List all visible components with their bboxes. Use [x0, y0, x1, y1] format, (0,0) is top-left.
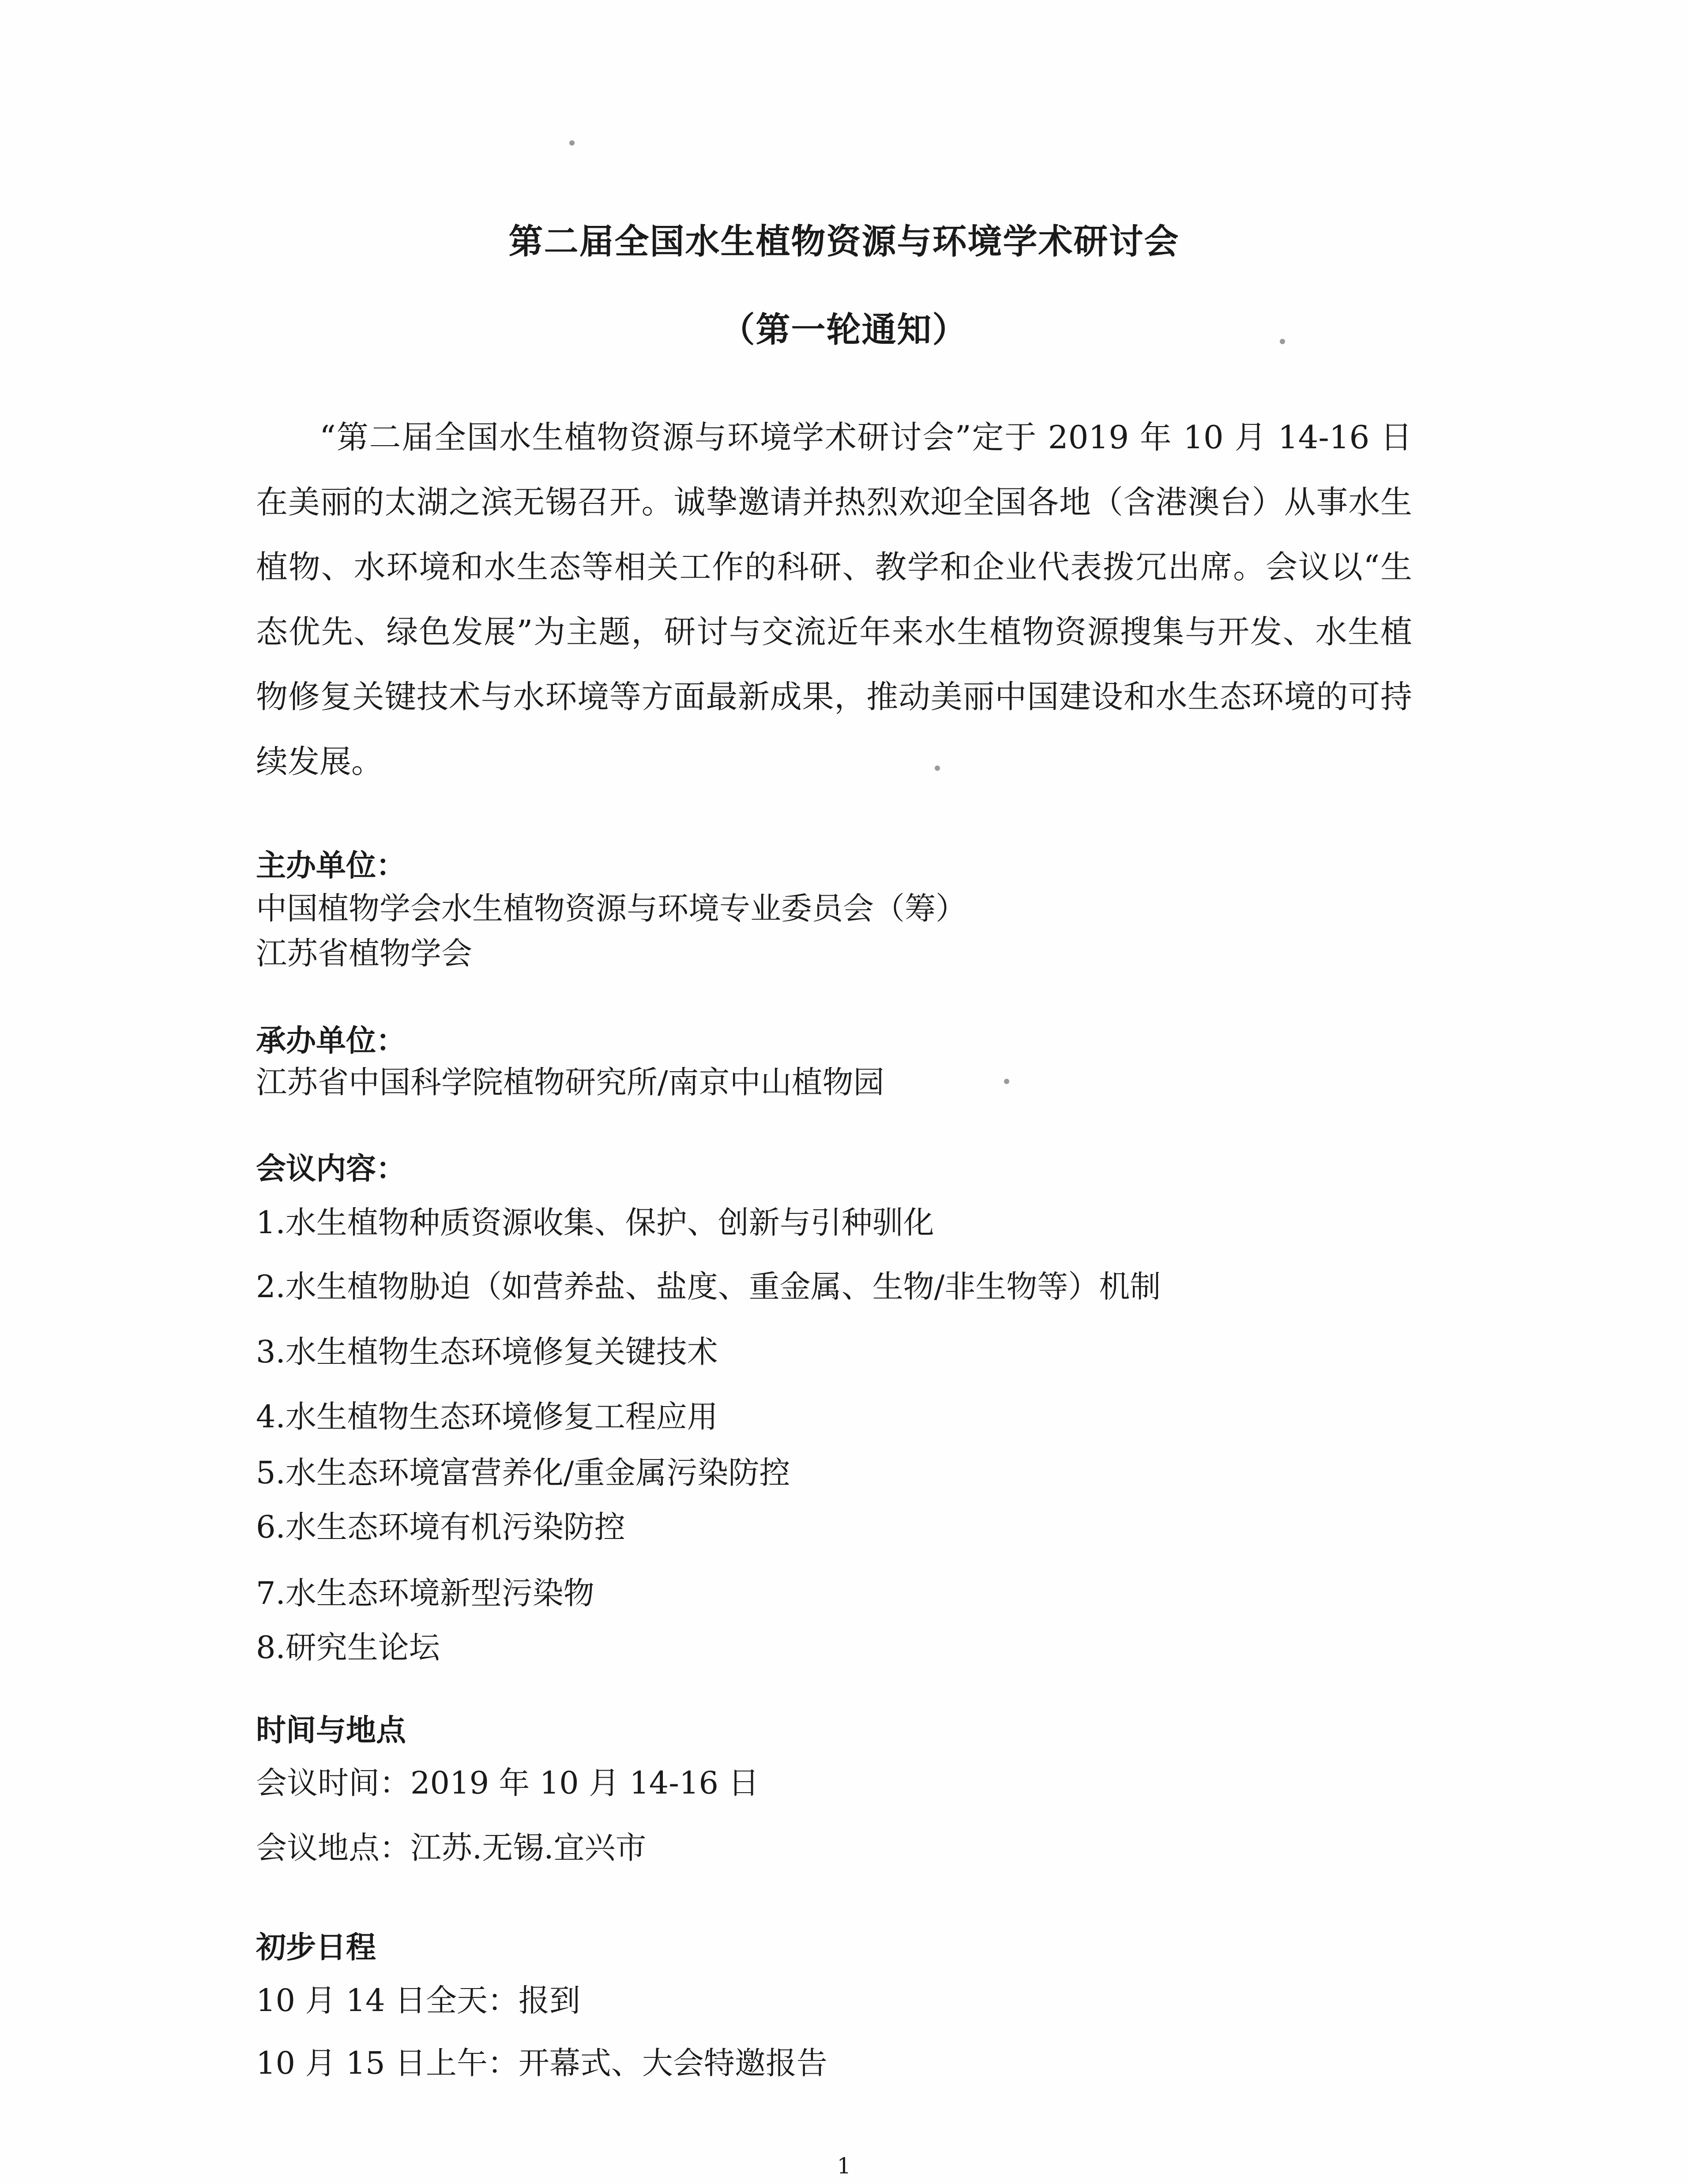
topics-heading: 会议内容： — [256, 1152, 406, 1186]
schedule-item: 10 月 15 日上午：开幕式、大会特邀报告 — [256, 2045, 827, 2081]
topic-item: 7.水生态环境新型污染物 — [256, 1575, 594, 1611]
document-title: 第二届全国水生植物资源与环境学术研讨会 — [508, 222, 1180, 262]
scan-speck — [569, 140, 575, 146]
topic-item: 5.水生态环境富营养化/重金属污染防控 — [256, 1455, 790, 1491]
co-organizer-item: 江苏省中国科学院植物研究所/南京中山植物园 — [256, 1064, 884, 1100]
meeting-time: 会议时间：2019 年 10 月 14-16 日 — [256, 1765, 759, 1801]
meeting-location: 会议地点：江苏.无锡.宜兴市 — [256, 1830, 647, 1866]
organizer-item: 江苏省植物学会 — [256, 935, 472, 972]
topic-item: 2.水生植物胁迫（如营养盐、盐度、重金属、生物/非生物等）机制 — [256, 1268, 1161, 1305]
document-subtitle: （第一轮通知） — [720, 310, 968, 350]
co-organizers-heading: 承办单位： — [256, 1024, 406, 1058]
topic-item: 8.研究生论坛 — [256, 1629, 440, 1666]
page-number: 1 — [837, 2153, 851, 2179]
scan-speck — [1004, 1079, 1009, 1084]
schedule-item: 10 月 14 日全天：报到 — [256, 1982, 580, 2019]
topic-item: 3.水生植物生态环境修复关键技术 — [256, 1334, 718, 1370]
topic-item: 4.水生植物生态环境修复工程应用 — [256, 1399, 718, 1435]
schedule-heading: 初步日程 — [256, 1930, 376, 1965]
topic-item: 1.水生植物种质资源收集、保护、创新与引种驯化 — [256, 1205, 934, 1241]
organizer-item: 中国植物学会水生植物资源与环境专业委员会（筹） — [256, 890, 966, 927]
organizers-heading: 主办单位： — [256, 848, 406, 883]
time-place-heading: 时间与地点 — [256, 1713, 406, 1748]
intro-paragraph: “第二届全国水生植物资源与环境学术研讨会”定于 2019 年 10 月 14-16 日在美丽的太湖之滨无锡召开。诚挚邀请并热烈欢迎全国各地（含港澳台）从事水生植物、水环境和水生态等相关工作的科研、教学和企业代表拨冗出席。会议以“生态优先、绿色发展”为主题，研讨与交流近年来水生植物资源搜集与开发、水生植物修复关键技术与水环境等方面最新成果，推动美丽中国建设和水生态环境的可持续发展。 — [256, 419, 1412, 780]
topic-item: 6.水生态环境有机污染防控 — [256, 1509, 625, 1545]
